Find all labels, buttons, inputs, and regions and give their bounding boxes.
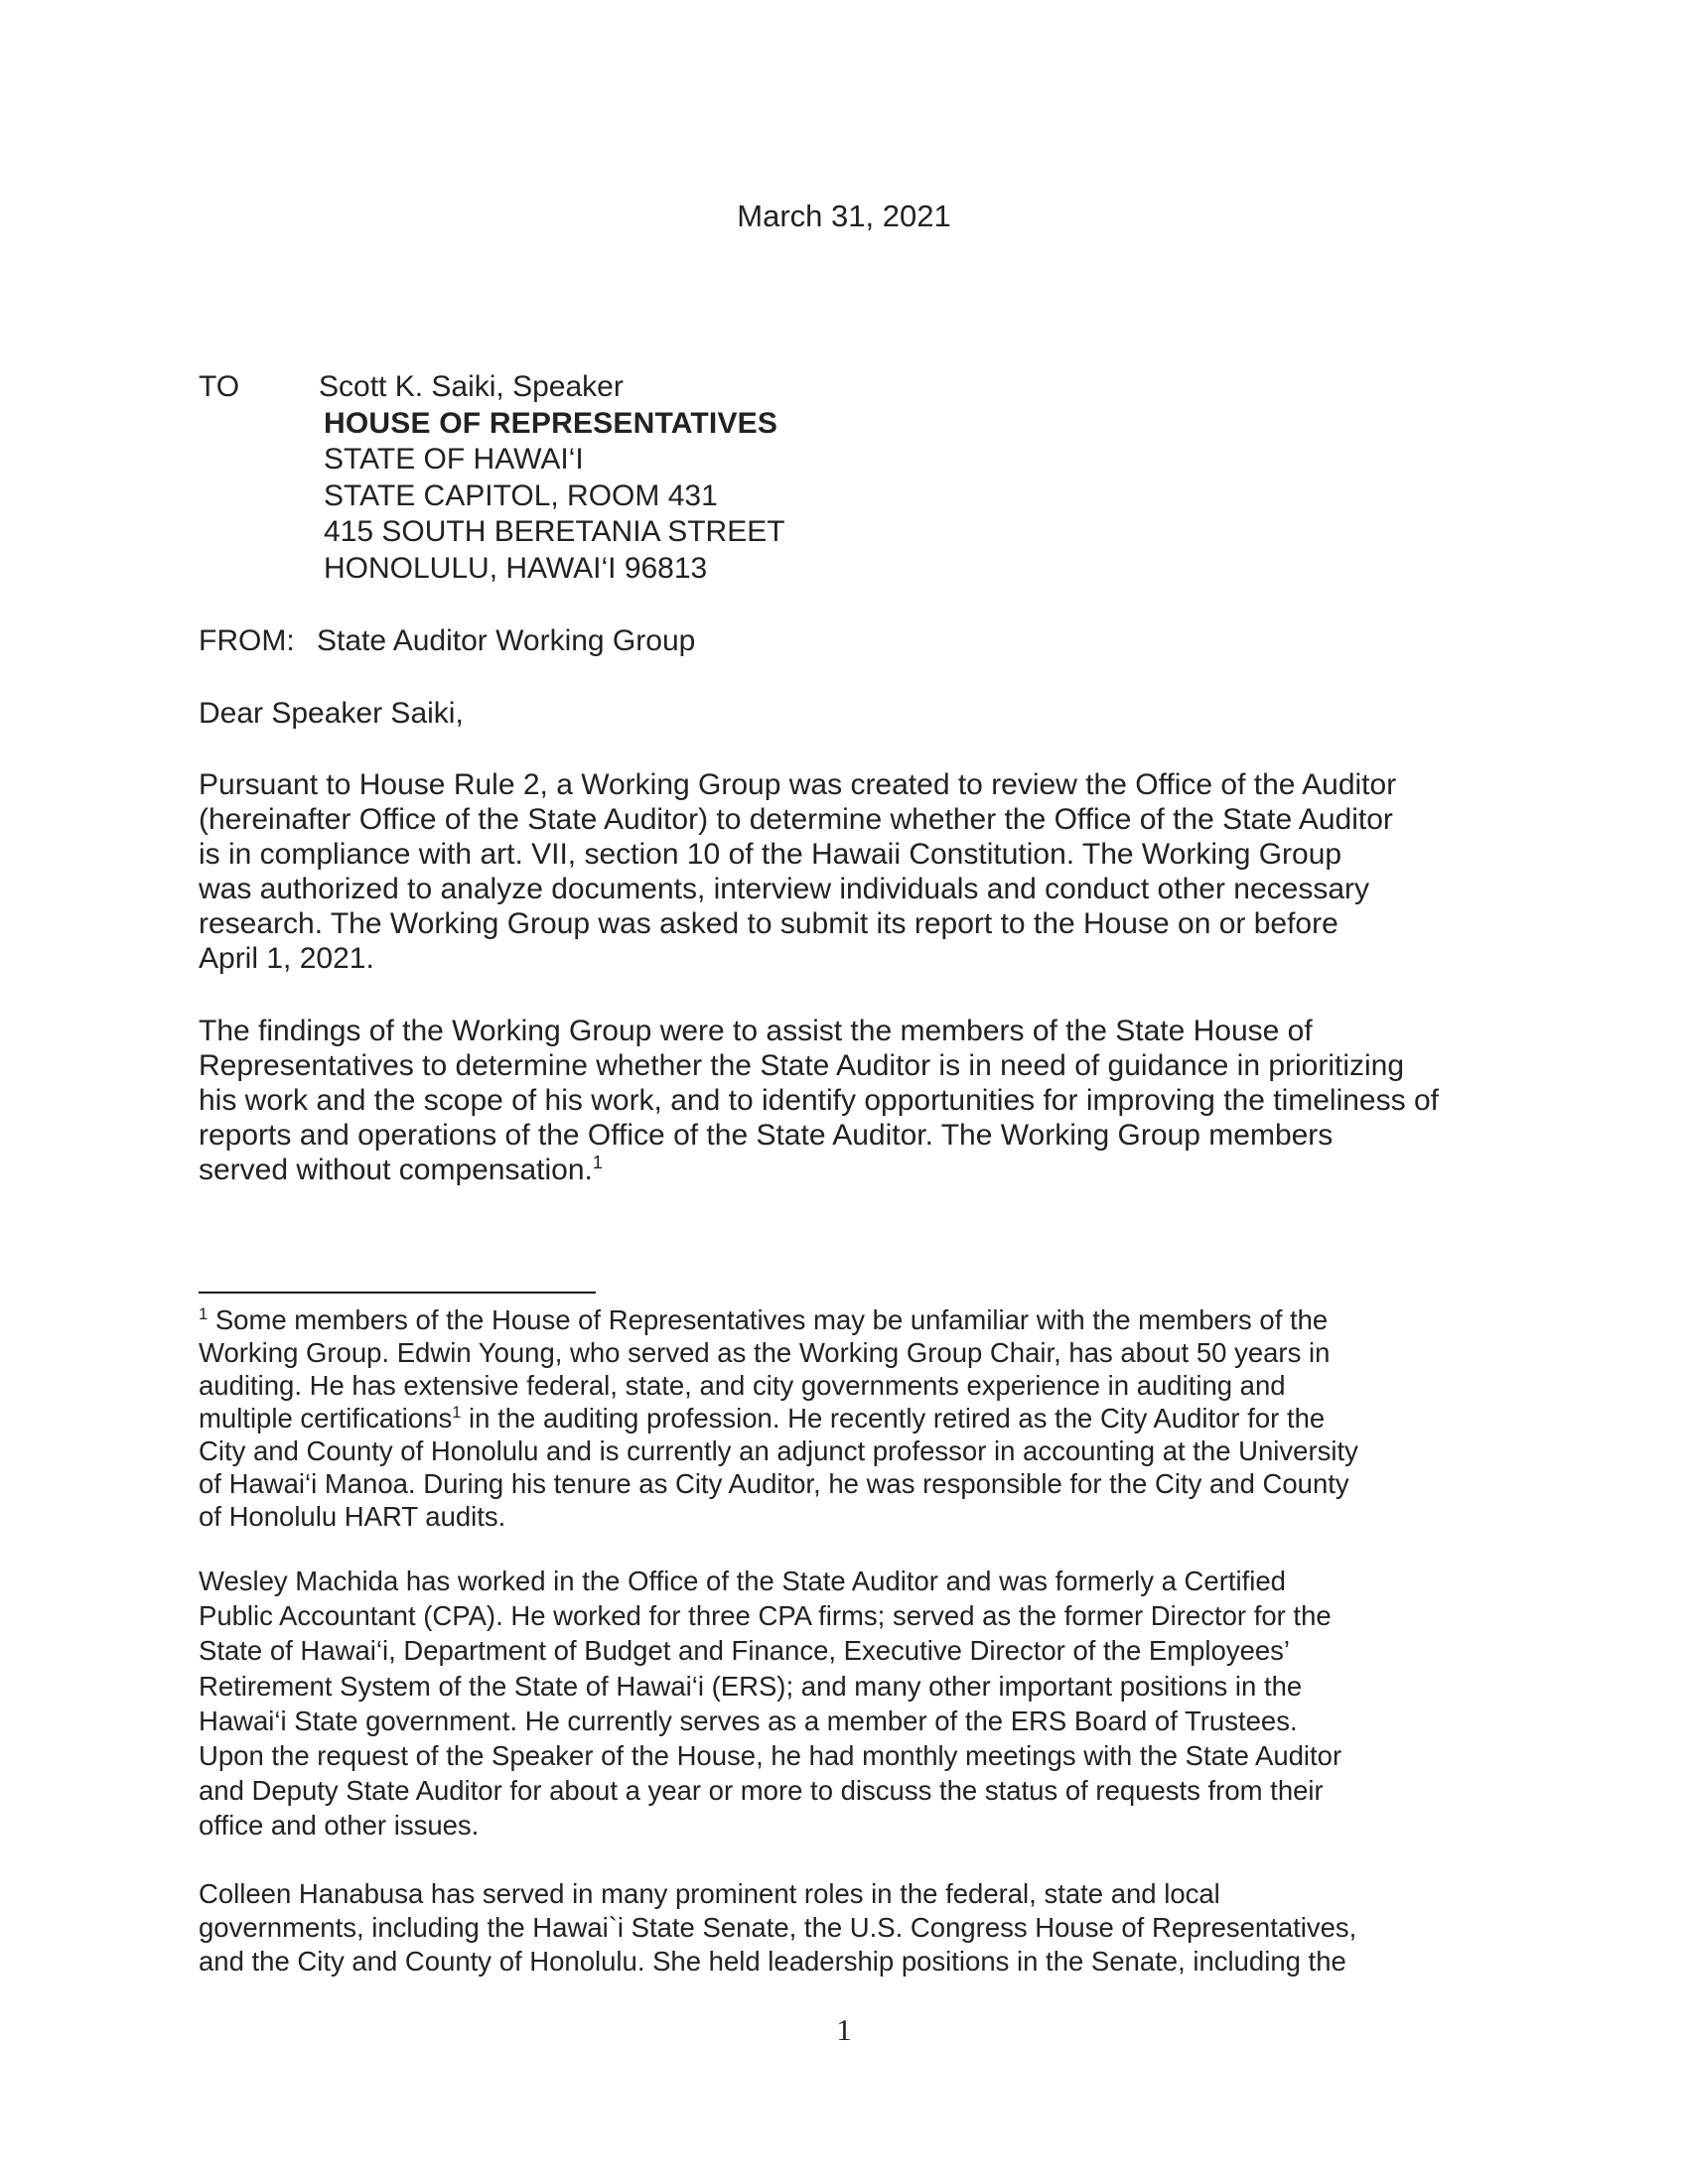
footnote-reference[interactable]: 1 xyxy=(452,1403,462,1422)
recipient-organization: HOUSE OF REPRESENTATIVES xyxy=(324,406,778,440)
footnote-line: Upon the request of the Speaker of the House, he had monthly meetings with the State Auditor xyxy=(199,1740,1342,1772)
footnote-line-text: Some members of the House of Representatives may be unfamiliar with the members of the xyxy=(208,1304,1329,1335)
footnote-line: office and other issues. xyxy=(199,1810,480,1842)
footnote-line: Retirement System of the State of Hawai‘i (ERS); and many other important positions in the xyxy=(199,1670,1303,1702)
paragraph-last-line xyxy=(199,1153,1489,1187)
footnote-line: of Honolulu HART audits. xyxy=(199,1501,506,1532)
paragraph-line: his work and the scope of his work, and to identify opportunities for improving the timeliness of xyxy=(199,1084,1439,1117)
paragraph-line: research. The Working Group was asked to submit its report to the House on or before xyxy=(199,907,1338,940)
footnote-line: of Hawai‘i Manoa. During his tenure as City Auditor, he was responsible for the City and County xyxy=(199,1468,1349,1499)
footnote-line: Hawai‘i State government. He currently serves as a member of the ERS Board of Trustees. xyxy=(199,1705,1298,1736)
footnote-wesley-machida xyxy=(199,1564,1499,1843)
footnote-working-group-chair xyxy=(199,1303,1499,1533)
footnote-marker: 1 xyxy=(199,1304,209,1323)
footnote-line: Colleen Hanabusa has served in many prominent roles in the federal, state and local xyxy=(199,1878,1220,1909)
recipient-address xyxy=(319,369,785,587)
paragraph-line: reports and operations of the Office of the State Auditor. The Working Group members xyxy=(199,1119,1334,1152)
letter-date: March 31, 2021 xyxy=(737,199,951,233)
paragraph-line: Pursuant to House Rule 2, a Working Group was created to review the Office of the Auditor xyxy=(199,768,1397,801)
footnote-line xyxy=(199,1303,1499,1336)
footnote-line: and the City and County of Honolulu. She held leadership positions in the Senate, including the xyxy=(199,1946,1346,1977)
footnote-line: Working Group. Edwin Young, who served as the Working Group Chair, has about 50 years in xyxy=(199,1337,1331,1368)
recipient-street: 415 SOUTH BERETANIA STREET xyxy=(324,515,785,548)
paragraph-line: was authorized to analyze documents, interview individuals and conduct other necessary xyxy=(199,873,1369,905)
footnote-line: Public Accountant (CPA). He worked for three CPA firms; served as the former Director for the xyxy=(199,1600,1332,1632)
footnote-line: auditing. He has extensive federal, state, and city governments experience in auditing and xyxy=(199,1370,1286,1401)
paragraph-line: (hereinafter Office of the State Auditor) to determine whether the Office of the State Auditor xyxy=(199,803,1393,836)
footnote-line: governments, including the Hawai`i State Senate, the U.S. Congress House of Representatives, xyxy=(199,1912,1357,1943)
footnote-colleen-hanabusa xyxy=(199,1877,1499,1979)
footnote-line xyxy=(199,1402,1499,1434)
from-label: FROM: xyxy=(199,624,295,657)
salutation: Dear Speaker Saiki, xyxy=(199,697,464,730)
to-label: TO xyxy=(199,370,240,403)
footnote-reference[interactable]: 1 xyxy=(592,1153,603,1172)
recipient-room: STATE CAPITOL, ROOM 431 xyxy=(324,478,718,512)
sender-name: State Auditor Working Group xyxy=(317,624,696,657)
footnote-line-text: multiple certifications xyxy=(199,1403,453,1433)
page-number: 1 xyxy=(836,2012,852,2047)
footnote-separator xyxy=(199,1292,596,1294)
paragraph-line: is in compliance with art. VII, section 10 of the Hawaii Constitution. The Working Group xyxy=(199,838,1342,871)
recipient-name: Scott K. Saiki, Speaker xyxy=(319,370,624,403)
footnote-line: Wesley Machida has worked in the Office of the State Auditor and was formerly a Certified xyxy=(199,1566,1286,1596)
body-paragraph-purpose xyxy=(199,767,1489,976)
footnote-line: City and County of Honolulu and is currently an adjunct professor in accounting at the University xyxy=(199,1435,1358,1466)
footnote-line-text: in the auditing profession. He recently retired as the City Auditor for the xyxy=(461,1403,1326,1433)
recipient-state: STATE OF HAWAI‘I xyxy=(324,443,584,476)
sender-line xyxy=(199,623,695,659)
recipient-city: HONOLULU, HAWAI‘I 96813 xyxy=(324,551,708,585)
body-paragraph-findings xyxy=(199,1014,1489,1187)
paragraph-line-text: served without compensation. xyxy=(199,1154,593,1186)
footnote-line: State of Hawai‘i, Department of Budget and Finance, Executive Director of the Employees’ xyxy=(199,1635,1291,1667)
paragraph-line: April 1, 2021. xyxy=(199,942,374,975)
paragraph-line: The findings of the Working Group were to assist the members of the State House of xyxy=(199,1015,1313,1047)
footnote-line: and Deputy State Auditor for about a year or more to discuss the status of requests from their xyxy=(199,1775,1324,1807)
paragraph-line: Representatives to determine whether the State Auditor is in need of guidance in prioritizing xyxy=(199,1049,1405,1082)
